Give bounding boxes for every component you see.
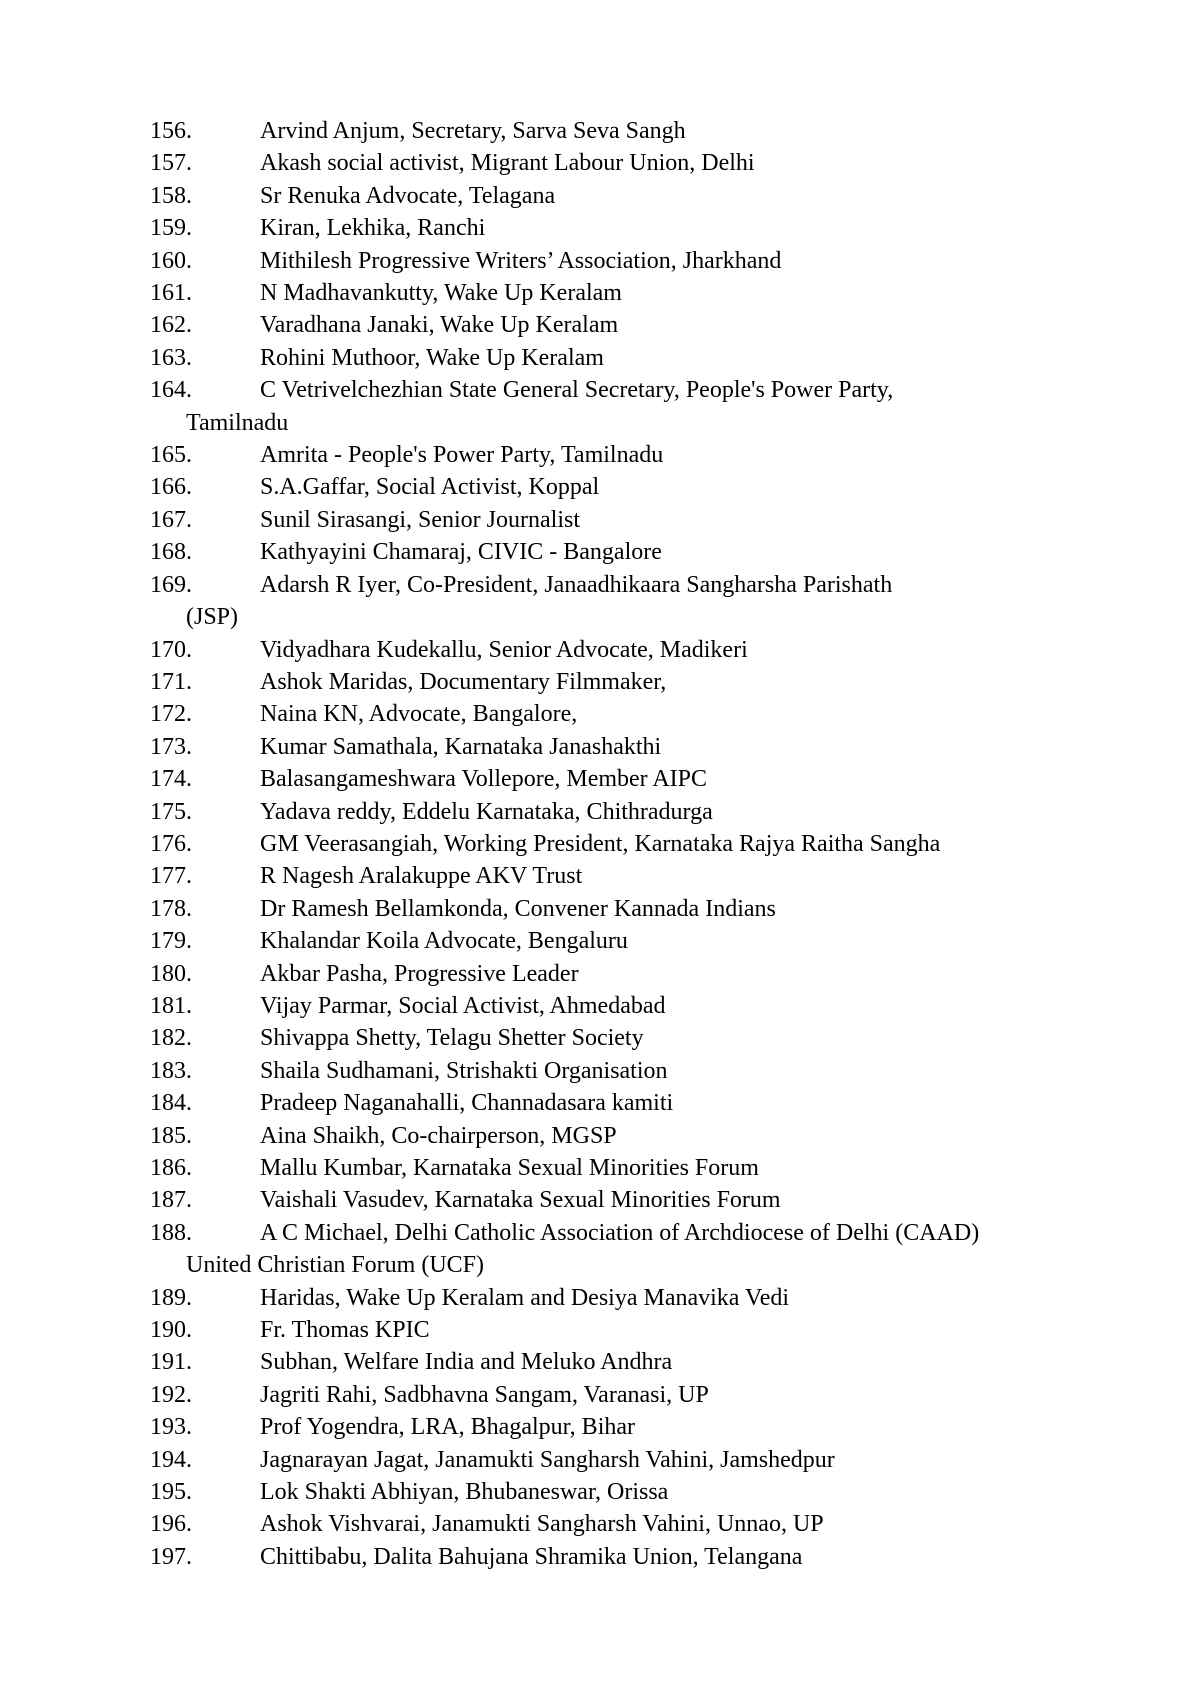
item-text: Dr Ramesh Bellamkonda, Convener Kannada Indians (260, 895, 776, 922)
item-text: Vijay Parmar, Social Activist, Ahmedabad (260, 992, 666, 1019)
item-number: 177. (150, 863, 192, 890)
item-text: Kumar Samathala, Karnataka Janashakthi (260, 733, 662, 760)
item-number: 194. (150, 1446, 192, 1473)
list-item (0, 504, 1200, 536)
item-number: 189. (150, 1284, 192, 1311)
item-text: Haridas, Wake Up Keralam and Desiya Manavika Vedi (260, 1284, 790, 1311)
item-text: Shivappa Shetty, Telagu Shetter Society (260, 1025, 644, 1052)
item-text: A C Michael, Delhi Catholic Association of Archdiocese of Delhi (CAAD) (260, 1219, 980, 1246)
item-text: Arvind Anjum, Secretary, Sarva Seva Sangh (260, 118, 686, 144)
item-text: Amrita - People's Power Party, Tamilnadu (260, 442, 664, 469)
list-item (0, 536, 1200, 568)
item-number: 174. (150, 766, 192, 793)
item-text-continuation: Tamilnadu (186, 409, 289, 436)
item-number: 176. (150, 830, 192, 857)
signatory-list (0, 115, 1200, 1573)
item-text: Vaishali Vasudev, Karnataka Sexual Minorities Forum (260, 1187, 781, 1214)
item-text: Akbar Pasha, Progressive Leader (260, 960, 579, 987)
list-item (0, 245, 1200, 277)
list-item (0, 990, 1200, 1022)
item-number: 186. (150, 1155, 192, 1181)
item-number: 160. (150, 247, 192, 274)
list-item (0, 925, 1200, 957)
list-item (0, 1055, 1200, 1087)
item-text: Khalandar Koila Advocate, Bengaluru (260, 928, 628, 955)
item-text: Mithilesh Progressive Writers’ Association, Jharkhand (260, 247, 782, 274)
item-text: Kathyayini Chamaraj, CIVIC - Bangalore (260, 539, 662, 566)
list-item (0, 828, 1200, 860)
item-text: Sr Renuka Advocate, Telagana (260, 182, 556, 209)
item-text: Fr. Thomas KPIC (260, 1317, 430, 1344)
item-text: Lok Shakti Abhiyan, Bhubaneswar, Orissa (260, 1479, 669, 1506)
item-number: 193. (150, 1414, 192, 1441)
list-item (0, 180, 1200, 212)
item-text: Yadava reddy, Eddelu Karnataka, Chithradurga (260, 798, 713, 825)
item-text: Balasangameshwara Vollepore, Member AIPC (260, 766, 708, 793)
item-number: 165. (150, 442, 192, 469)
list-item (0, 1022, 1200, 1054)
list-item (0, 1087, 1200, 1119)
item-text: N Madhavankutty, Wake Up Keralam (260, 280, 622, 307)
item-number: 169. (150, 571, 192, 598)
item-number: 185. (150, 1122, 192, 1149)
list-item (0, 666, 1200, 698)
item-number: 166. (150, 474, 192, 501)
list-item (0, 1184, 1200, 1216)
item-number: 161. (150, 280, 192, 307)
item-text: R Nagesh Aralakuppe AKV Trust (260, 863, 583, 890)
list-item (0, 1217, 1200, 1282)
list-item (0, 860, 1200, 892)
item-number: 188. (150, 1219, 192, 1246)
list-item (0, 1120, 1200, 1152)
item-text: Akash social activist, Migrant Labour Union, Delhi (260, 150, 755, 177)
item-text: GM Veerasangiah, Working President, Karnataka Rajya Raitha Sangha (260, 830, 941, 857)
item-number: 162. (150, 312, 192, 339)
list-item (0, 439, 1200, 471)
item-number: 182. (150, 1025, 192, 1052)
list-item (0, 698, 1200, 730)
item-number: 179. (150, 928, 192, 955)
item-number: 168. (150, 539, 192, 566)
item-number: 163. (150, 344, 192, 371)
item-number: 173. (150, 733, 192, 760)
item-number: 184. (150, 1090, 192, 1117)
item-number: 180. (150, 960, 192, 987)
item-text-continuation: (JSP) (186, 604, 239, 631)
list-item (0, 796, 1200, 828)
list-item (0, 763, 1200, 795)
list-item (0, 634, 1200, 666)
item-number: 195. (150, 1479, 192, 1506)
item-text: Aina Shaikh, Co-chairperson, MGSP (260, 1122, 617, 1149)
list-item (0, 374, 1200, 439)
item-number: 158. (150, 182, 192, 209)
list-item (0, 1541, 1200, 1573)
item-text: Vidyadhara Kudekallu, Senior Advocate, Madikeri (260, 636, 748, 663)
list-item (0, 342, 1200, 374)
item-number: 164. (150, 377, 192, 404)
item-number: 191. (150, 1349, 192, 1376)
item-number: 171. (150, 668, 192, 695)
list-item (0, 115, 1200, 147)
list-item (0, 1282, 1200, 1314)
list-item (0, 147, 1200, 179)
item-text: Varadhana Janaki, Wake Up Keralam (260, 312, 619, 339)
item-text: Naina KN, Advocate, Bangalore, (260, 701, 578, 728)
item-text: Pradeep Naganahalli, Channadasara kamiti (260, 1090, 674, 1117)
list-item (0, 1152, 1200, 1184)
list-item (0, 1476, 1200, 1508)
item-number: 181. (150, 992, 192, 1019)
list-item (0, 958, 1200, 990)
item-number: 170. (150, 636, 192, 663)
item-number: 178. (150, 895, 192, 922)
item-number: 190. (150, 1317, 192, 1344)
list-item (0, 731, 1200, 763)
list-item (0, 1314, 1200, 1346)
item-text: Prof Yogendra, LRA, Bhagalpur, Bihar (260, 1414, 635, 1441)
list-item (0, 309, 1200, 341)
list-item (0, 1379, 1200, 1411)
item-text: S.A.Gaffar, Social Activist, Koppal (260, 474, 600, 501)
item-text: Sunil Sirasangi, Senior Journalist (260, 506, 580, 533)
list-item (0, 893, 1200, 925)
item-text: Kiran, Lekhika, Ranchi (260, 215, 486, 242)
list-item (0, 212, 1200, 244)
item-text: Subhan, Welfare India and Meluko Andhra (260, 1349, 673, 1376)
item-text: Ashok Vishvarai, Janamukti Sangharsh Vahini, Unnao, UP (260, 1511, 824, 1538)
list-item (0, 1444, 1200, 1476)
item-number: 159. (150, 215, 192, 242)
item-text-continuation: United Christian Forum (UCF) (186, 1252, 484, 1279)
item-text: Mallu Kumbar, Karnataka Sexual Minorities Forum (260, 1155, 759, 1181)
item-number: 187. (150, 1187, 192, 1214)
item-number: 172. (150, 701, 192, 728)
item-text: Rohini Muthoor, Wake Up Keralam (260, 344, 604, 371)
item-text: Ashok Maridas, Documentary Filmmaker, (260, 668, 667, 695)
item-text: Adarsh R Iyer, Co-President, Janaadhikaara Sangharsha Parishath (260, 571, 893, 598)
item-text: Shaila Sudhamani, Strishakti Organisation (260, 1057, 668, 1084)
list-item (0, 1411, 1200, 1443)
item-number: 157. (150, 150, 192, 177)
item-text: Chittibabu, Dalita Bahujana Shramika Union, Telangana (260, 1543, 803, 1570)
item-number: 183. (150, 1057, 192, 1084)
list-item (0, 277, 1200, 309)
list-item (0, 1508, 1200, 1540)
item-text: C Vetrivelchezhian State General Secretary, People's Power Party, (260, 377, 894, 404)
item-text: Jagnarayan Jagat, Janamukti Sangharsh Vahini, Jamshedpur (260, 1446, 835, 1473)
item-number: 197. (150, 1543, 192, 1570)
item-number: 156. (150, 118, 192, 144)
item-number: 175. (150, 798, 192, 825)
item-number: 196. (150, 1511, 192, 1538)
item-number: 167. (150, 506, 192, 533)
list-item (0, 471, 1200, 503)
item-number: 192. (150, 1381, 192, 1408)
list-item (0, 1346, 1200, 1378)
item-text: Jagriti Rahi, Sadbhavna Sangam, Varanasi, UP (260, 1381, 709, 1408)
list-item (0, 569, 1200, 634)
